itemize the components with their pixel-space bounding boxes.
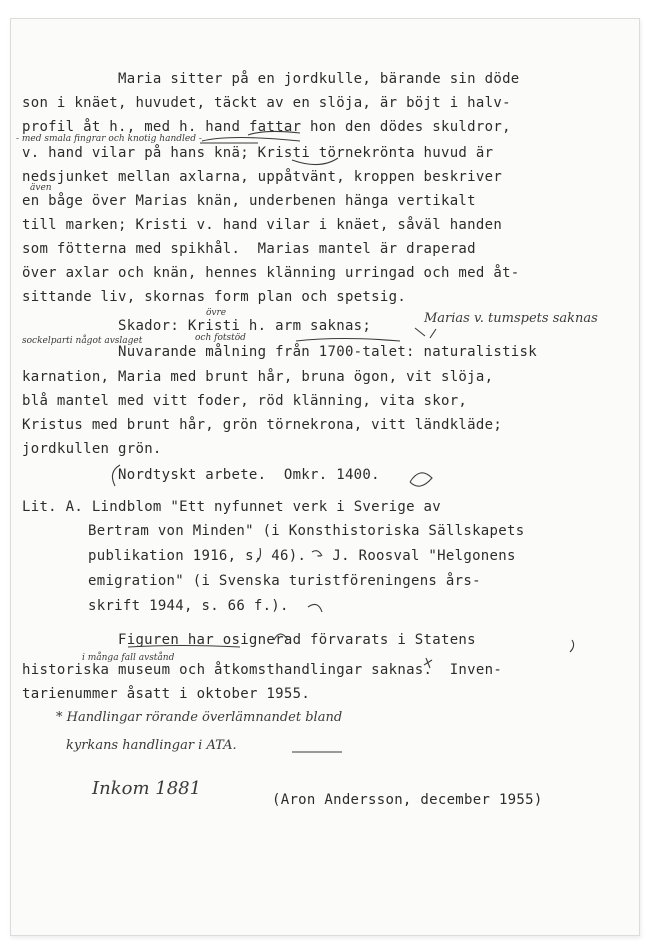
text-line-11: Skador: Kristi h. arm saknas;	[118, 318, 372, 334]
text-line-9: över axlar och knän, hennes klänning urringad och med åt-	[22, 265, 520, 281]
handwritten-note-fotstod: och fotstöd	[195, 333, 246, 343]
text-line-15: Kristus med brunt hår, grön törnekrona, vitt ländkläde;	[22, 417, 503, 433]
text-line-5: nedsjunket mellan axlarna, uppåtvänt, kroppen beskriver	[22, 169, 503, 185]
asterisk-mark	[424, 658, 432, 668]
handwritten-note-avstand: i många fall avstånd	[82, 653, 175, 663]
text-line-6: en båge över Marias knän, underbenen hänga vertikalt	[22, 193, 476, 209]
underline-figuren	[128, 646, 240, 648]
handwritten-note-ovre: övre	[206, 308, 227, 318]
text-line-3: profil åt h., med h. hand fattar hon den dödes skuldror,	[22, 119, 511, 135]
text-line-2: son i knäet, huvudet, täckt av en slöja, är böjt i halv-	[22, 95, 511, 111]
text-line-19: Bertram von Minden" (i Konsthistoriska Sällskapets	[88, 523, 525, 539]
handwritten-note-saknas: Marias v. tumspets saknas	[424, 311, 598, 326]
text-line-18: Lit. A. Lindblom "Ett nyfunnet verk i Sverige av	[22, 499, 441, 515]
text-line-signature-typed: (Aron Andersson, december 1955)	[272, 792, 543, 808]
text-line-8: som fötterna med spikhål. Marias mantel är draperad	[22, 241, 476, 257]
handwritten-note-ata: kyrkans handlingar i ATA.	[66, 738, 237, 753]
text-line-7: till marken; Kristi v. hand vilar i knäet, såväl handen	[22, 217, 503, 233]
text-line-16: jordkullen grön.	[22, 441, 162, 457]
text-line-12: Nuvarande målning från 1700-talet: naturalistisk	[118, 344, 537, 360]
underline-arm	[296, 339, 400, 342]
text-line-1: Maria sitter på en jordkulle, bärande sin döde	[118, 71, 520, 87]
text-line-20: publikation 1916, s. 46). - J. Roosval "Helgonens	[88, 548, 516, 564]
text-line-22: skrift 1944, s. 66 f.).	[88, 598, 289, 614]
text-line-21: emigration" (i Svenska turistföreningens års-	[88, 573, 481, 589]
text-line-10: sittande liv, skornas form plan och spetsig.	[22, 289, 407, 305]
handwritten-note-sockel: sockelparti något avslaget	[22, 336, 143, 346]
text-line-13: karnation, Maria med brunt hår, bruna ögon, vit slöja,	[22, 369, 494, 385]
handwritten-signature-inkom: Inkom 1881	[92, 778, 202, 799]
comma-mark	[292, 158, 338, 165]
text-line-23: Figuren har osignerad förvarats i Statens	[118, 632, 476, 648]
handwritten-margin-note: - med smala fingrar och knotig handled -	[16, 134, 202, 144]
text-line-25: tarienummer åsatt i oktober 1955.	[22, 686, 311, 702]
text-line-4: v. hand vilar på hans knä; Kristi törnekrönta huvud är	[22, 145, 494, 161]
handwritten-note-handlingar: * Handlingar rörande överlämnandet bland	[56, 710, 343, 725]
circle-mark	[410, 473, 432, 486]
text-line-14: blå mantel med vitt foder, röd klänning, vita skor,	[22, 393, 468, 409]
handwritten-note-aven: även	[30, 183, 52, 193]
text-line-17: Nordtyskt arbete. Omkr. 1400.	[118, 467, 380, 483]
text-line-24: historiska museum och åtkomsthandlingar saknas. Inven-	[22, 662, 503, 678]
